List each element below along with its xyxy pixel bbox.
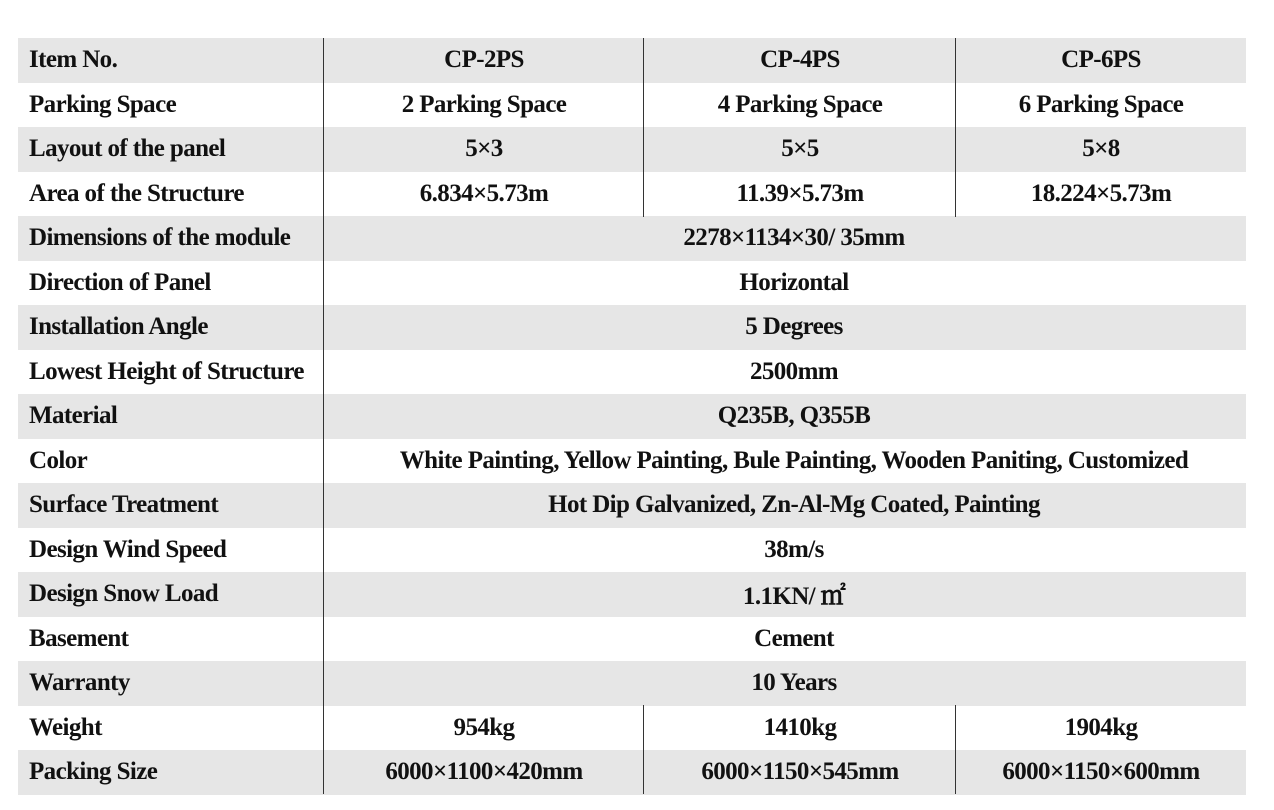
- table-row-wind: [18, 528, 1246, 573]
- cell-cp-4ps: 4 Parking Space: [717, 90, 883, 118]
- cell-spanned-value: White Painting, Yellow Painting, Bule Painting, Wooden Paniting, Customized: [399, 446, 1189, 474]
- cell-spanned-value: 5 Degrees: [745, 313, 843, 341]
- cell-cp-6ps: 5×8: [1082, 135, 1120, 163]
- table-row-angle: [18, 305, 1246, 350]
- column-divider-bottom-2: [955, 705, 956, 794]
- cell-spanned-value: 1.1KN/ ㎡: [742, 583, 846, 611]
- cell-cp-4ps: 5×5: [781, 135, 819, 163]
- row-label: Basement: [29, 624, 129, 652]
- row-label: Warranty: [29, 669, 130, 697]
- table-row-layout: [18, 127, 1246, 172]
- table-row-surface: [18, 483, 1246, 528]
- row-label: Material: [29, 402, 118, 430]
- row-label: Packing Size: [29, 758, 158, 786]
- row-label: Dimensions of the module: [29, 224, 291, 252]
- table-row-color: [18, 439, 1246, 484]
- column-divider-bottom-1: [643, 705, 644, 794]
- table-row-area: [18, 172, 1246, 217]
- row-label: Color: [29, 446, 88, 474]
- row-label: Weight: [29, 713, 102, 741]
- table-row-direction: [18, 261, 1246, 306]
- cell-spanned-value: 10 Years: [751, 669, 837, 697]
- table-row-parking-space: [18, 83, 1246, 128]
- cell-spanned-value: Horizontal: [739, 268, 849, 296]
- cell-cp-6ps: 6000×1150×600mm: [1002, 758, 1200, 786]
- row-label: Design Wind Speed: [29, 535, 227, 563]
- cell-cp-6ps: 6 Parking Space: [1018, 90, 1184, 118]
- cell-cp-2ps: 954kg: [453, 713, 515, 741]
- row-label: Installation Angle: [29, 313, 208, 341]
- row-label: Design Snow Load: [29, 580, 219, 608]
- row-label: Layout of the panel: [29, 135, 226, 163]
- cell-cp-6ps: CP-6PS: [1061, 46, 1141, 74]
- table-row-snow: [18, 572, 1246, 617]
- row-label: Item No.: [29, 46, 118, 74]
- row-label: Lowest Height of Structure: [29, 357, 304, 385]
- row-label: Direction of Panel: [29, 268, 211, 296]
- cell-cp-2ps: 2 Parking Space: [401, 90, 567, 118]
- cell-spanned-value: Hot Dip Galvanized, Zn-Al-Mg Coated, Painting: [548, 491, 1040, 519]
- column-divider-top-2: [955, 38, 956, 217]
- cell-cp-4ps: 1410kg: [763, 713, 837, 741]
- cell-spanned-value: 2278×1134×30/ 35mm: [683, 224, 905, 252]
- table-row-lowest-height: [18, 350, 1246, 395]
- cell-cp-4ps: 11.39×5.73m: [736, 179, 864, 207]
- table-row-weight: [18, 706, 1246, 751]
- table-row-dimensions: [18, 216, 1246, 261]
- table-row-item-no: [18, 38, 1246, 83]
- row-label: Area of the Structure: [29, 179, 244, 207]
- cell-spanned-value: Cement: [754, 624, 834, 652]
- row-label: Parking Space: [29, 90, 177, 118]
- column-divider-label: [323, 38, 324, 794]
- cell-spanned-value: Q235B, Q355B: [717, 402, 871, 430]
- cell-cp-4ps: 6000×1150×545mm: [701, 758, 899, 786]
- row-label: Surface Treatment: [29, 491, 219, 519]
- table-row-basement: [18, 617, 1246, 662]
- cell-cp-4ps: CP-4PS: [760, 46, 840, 74]
- cell-cp-2ps: 5×3: [465, 135, 503, 163]
- cell-cp-6ps: 18.224×5.73m: [1030, 179, 1172, 207]
- table-row-packing: [18, 750, 1246, 795]
- cell-spanned-value: 38m/s: [764, 535, 824, 563]
- spec-table: [18, 38, 1246, 795]
- column-divider-top-1: [643, 38, 644, 217]
- cell-cp-6ps: 1904kg: [1064, 713, 1138, 741]
- cell-cp-2ps: CP-2PS: [444, 46, 524, 74]
- table-row-material: [18, 394, 1246, 439]
- cell-cp-2ps: 6000×1100×420mm: [385, 758, 583, 786]
- cell-spanned-value: 2500mm: [749, 357, 839, 385]
- table-row-warranty: [18, 661, 1246, 706]
- cell-cp-2ps: 6.834×5.73m: [419, 179, 549, 207]
